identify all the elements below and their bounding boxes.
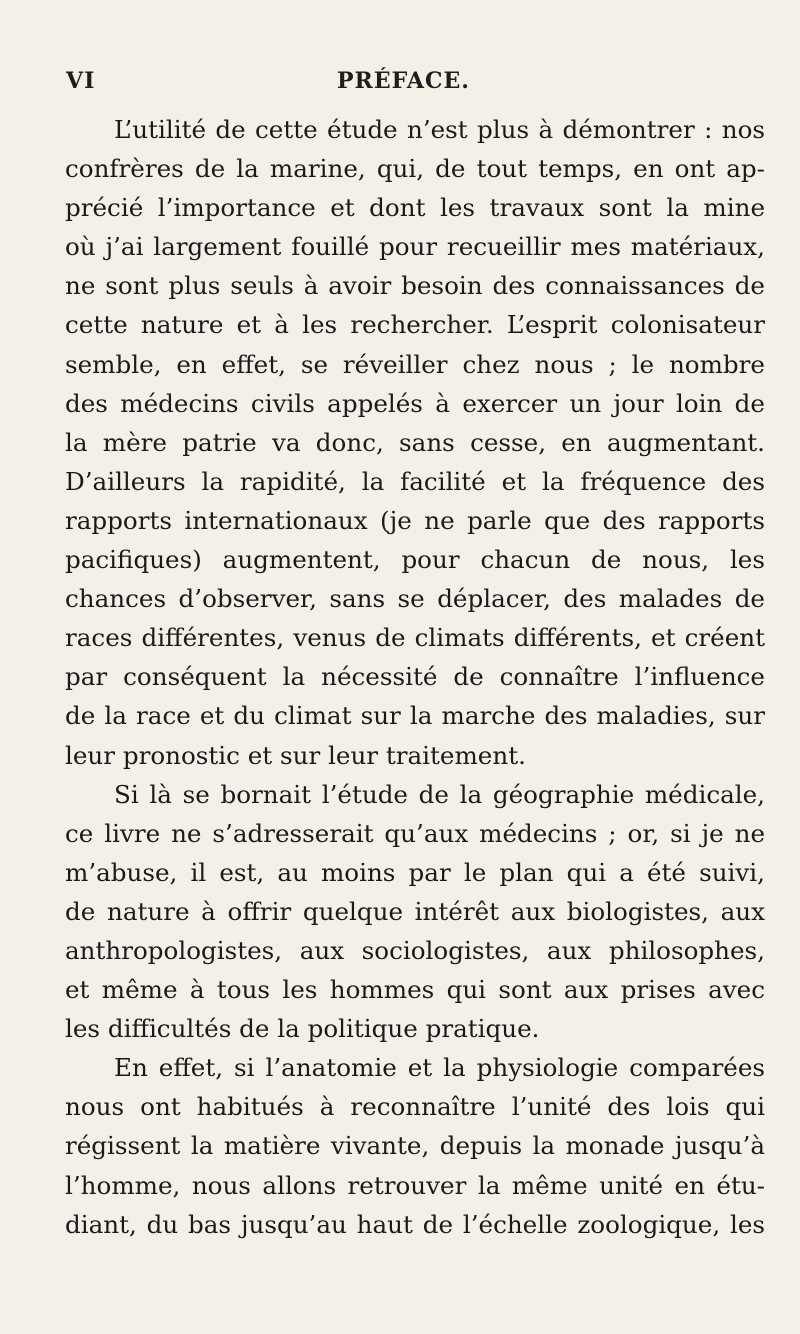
text-line: de la race et du climat sur la marche des maladies, sur: [65, 701, 765, 731]
text-line: anthropologistes, aux sociologistes, aux philosophes,: [65, 935, 765, 965]
text-line: précié l’importance et dont les travaux sont la mine: [65, 193, 765, 223]
text-line: où j’ai largement fouillé pour recueillir mes matériaux,: [65, 232, 765, 262]
text-line: pacifiques) augmentent, pour chacun de nous, les: [65, 545, 765, 575]
text-line: de nature à offrir quelque intérêt aux biologistes, aux: [65, 896, 765, 926]
text-line: les difficultés de la politique pratique.: [65, 1014, 540, 1044]
text-line: et même à tous les hommes qui sont aux prises avec: [65, 975, 765, 1005]
text-line: ne sont plus seuls à avoir besoin des connaissances de: [65, 271, 765, 301]
page-header: [64, 64, 764, 104]
text-line: par conséquent la nécessité de connaître l’influence: [65, 662, 765, 692]
text-line: En effet, si l’anatomie et la physiologie comparées: [114, 1053, 765, 1083]
text-line: semble, en effet, se réveiller chez nous ; le nombre: [65, 349, 765, 379]
text-line: confrères de la marine, qui, de tout temps, en ont ap-: [65, 154, 765, 184]
text-line: leur pronostic et sur leur traitement.: [65, 740, 526, 770]
text-line: L’utilité de cette étude n’est plus à démontrer : nos: [114, 115, 765, 144]
body-text: [65, 110, 765, 1244]
text-line: des médecins civils appelés à exercer un jour loin de: [65, 388, 765, 418]
text-line: rapports internationaux (je ne parle que des rapports: [65, 505, 765, 535]
text-line: D’ailleurs la rapidité, la facilité et la fréquence des: [65, 466, 765, 496]
text-line: races différentes, venus de climats différents, et créent: [65, 623, 765, 653]
running-head: PRÉFACE.: [337, 68, 470, 94]
page-number: VI: [66, 68, 96, 94]
text-line: m’abuse, il est, au moins par le plan qui a été suivi,: [65, 857, 765, 887]
text-line: Si là se bornait l’étude de la géographie médicale,: [114, 779, 765, 809]
text-line: l’homme, nous allons retrouver la même unité en étu-: [65, 1170, 765, 1200]
text-line: cette nature et à les rechercher. L’esprit colonisateur: [65, 310, 765, 340]
text-line: régissent la matière vivante, depuis la monade jusqu’à: [65, 1131, 765, 1161]
text-line: chances d’observer, sans se déplacer, des malades de: [65, 584, 765, 614]
text-line: ce livre ne s’adresserait qu’aux médecins ; or, si je ne: [65, 818, 765, 848]
text-line: nous ont habitués à reconnaître l’unité des lois qui: [65, 1092, 765, 1122]
text-line: diant, du bas jusqu’au haut de l’échelle zoologique, les: [65, 1209, 765, 1239]
text-line: la mère patrie va donc, sans cesse, en augmentant.: [65, 427, 765, 457]
